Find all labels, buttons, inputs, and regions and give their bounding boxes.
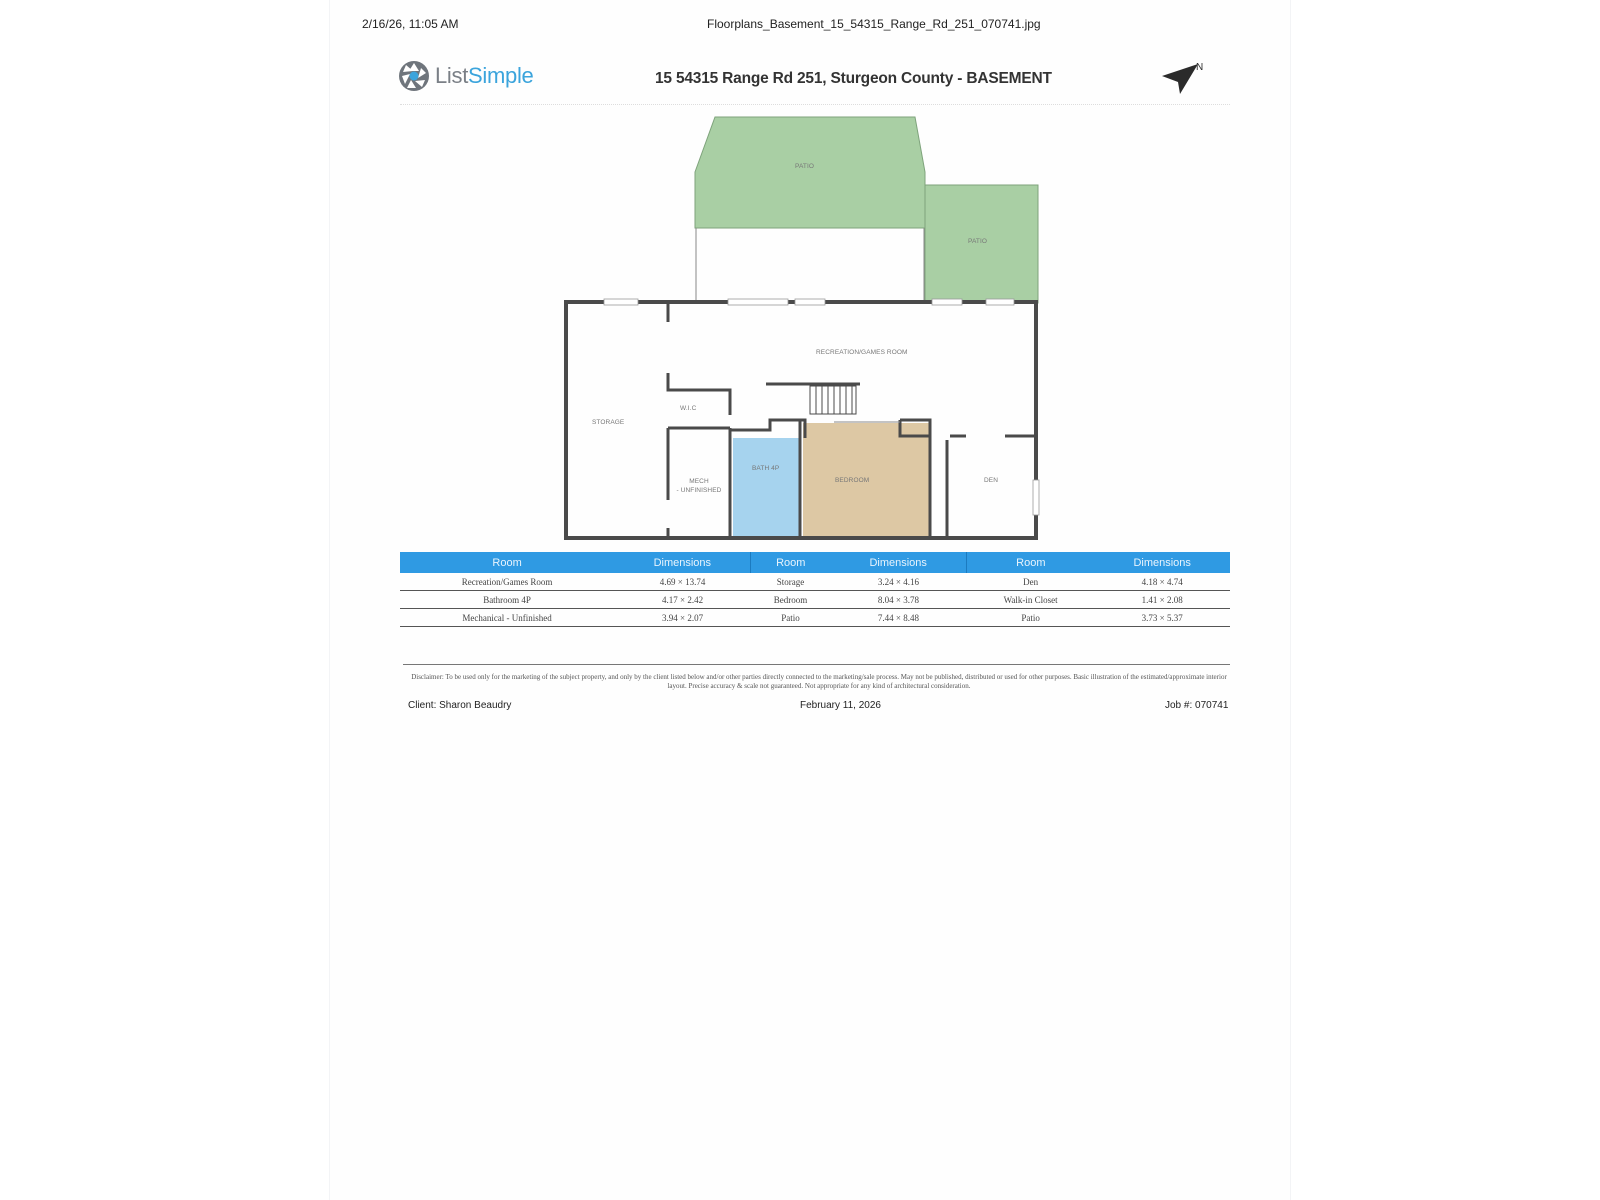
room-label-mech-line2: - UNFINISHED <box>676 487 722 494</box>
room-label-bedroom: BEDROOM <box>835 477 870 484</box>
table-cell: Storage <box>751 573 830 591</box>
room-label-den: DEN <box>984 477 999 484</box>
table-cell: Walk-in Closet <box>967 591 1095 609</box>
aperture-logo-icon <box>397 59 431 93</box>
room-label-mech <box>668 477 730 495</box>
room-label-bath: BATH 4P <box>752 465 780 472</box>
table-cell: 7.44 × 8.48 <box>830 609 967 627</box>
header-dimensions-1: Dimensions <box>614 552 751 573</box>
brand-name-part2: Simple <box>468 63 534 88</box>
brand-name-part1: List <box>435 63 469 88</box>
room-label-patio-right: PATIO <box>968 238 988 245</box>
print-datetime: 2/16/26, 11:05 AM <box>362 17 459 31</box>
room-label-recreation: RECREATION/GAMES ROOM <box>816 349 908 356</box>
page-title: 15 54315 Range Rd 251, Sturgeon County - BASEMENT <box>655 70 1052 87</box>
disclaimer-text: Disclaimer: To be used only for the marketing of the subject property, and only by the client listed below and/or other parties directly connected to the marketing/sale process. May not be published, distributed or used for other purposes. Basic illustration of the estimated/approximate interior layout. Precise accuracy & scale not guaranteed. Not appropriate for any kind of architectural consideration. <box>411 673 1227 690</box>
table-cell: Patio <box>751 609 830 627</box>
disclaimer-divider <box>403 664 1230 665</box>
table-cell: Mechanical - Unfinished <box>400 609 614 627</box>
room-label-patio-top: PATIO <box>795 163 815 170</box>
print-filename: Floorplans_Basement_15_54315_Range_Rd_251_070741.jpg <box>707 17 1041 31</box>
header-dimensions-3: Dimensions <box>1094 552 1230 573</box>
basement-floor-plan <box>540 110 1060 555</box>
north-arrow <box>1160 58 1206 103</box>
listsimple-logo <box>397 58 534 94</box>
table-cell: Bathroom 4P <box>400 591 614 609</box>
footer-client: Client: Sharon Beaudry <box>408 700 512 711</box>
table-cell: Patio <box>967 609 1095 627</box>
north-arrow-icon <box>1160 58 1206 98</box>
room-label-storage: STORAGE <box>592 419 625 426</box>
table-cell: 4.17 × 2.42 <box>614 591 751 609</box>
room-label-wic: W.I.C <box>680 405 697 412</box>
table-cell: Recreation/Games Room <box>400 573 614 591</box>
table-row <box>400 573 1230 591</box>
header-dimensions-2: Dimensions <box>830 552 967 573</box>
patio-top-area <box>695 117 925 228</box>
table-cell: 4.69 × 13.74 <box>614 573 751 591</box>
header-room-3: Room <box>967 552 1095 573</box>
footer-job-number: Job #: 070741 <box>1165 700 1229 711</box>
header-divider <box>400 104 1230 105</box>
bath-area <box>733 438 800 538</box>
table-row <box>400 591 1230 609</box>
table-cell: 3.24 × 4.16 <box>830 573 967 591</box>
room-dimensions-table <box>400 552 1230 627</box>
table-cell: 1.41 × 2.08 <box>1094 591 1230 609</box>
table-cell: Bedroom <box>751 591 830 609</box>
table-cell: Den <box>967 573 1095 591</box>
table-cell: 3.73 × 5.37 <box>1094 609 1230 627</box>
floor-plan-drawing <box>540 110 1060 550</box>
north-label: N <box>1196 62 1204 73</box>
staircase <box>810 386 856 414</box>
footer-date: February 11, 2026 <box>800 700 881 711</box>
room-label-mech-line1: MECH <box>689 478 709 485</box>
table-cell: 4.18 × 4.74 <box>1094 573 1230 591</box>
table-cell: 3.94 × 2.07 <box>614 609 751 627</box>
header-room-1: Room <box>400 552 614 573</box>
table-cell: 8.04 × 3.78 <box>830 591 967 609</box>
table-header-row <box>400 552 1230 573</box>
table-row <box>400 609 1230 627</box>
header-room-2: Room <box>751 552 830 573</box>
